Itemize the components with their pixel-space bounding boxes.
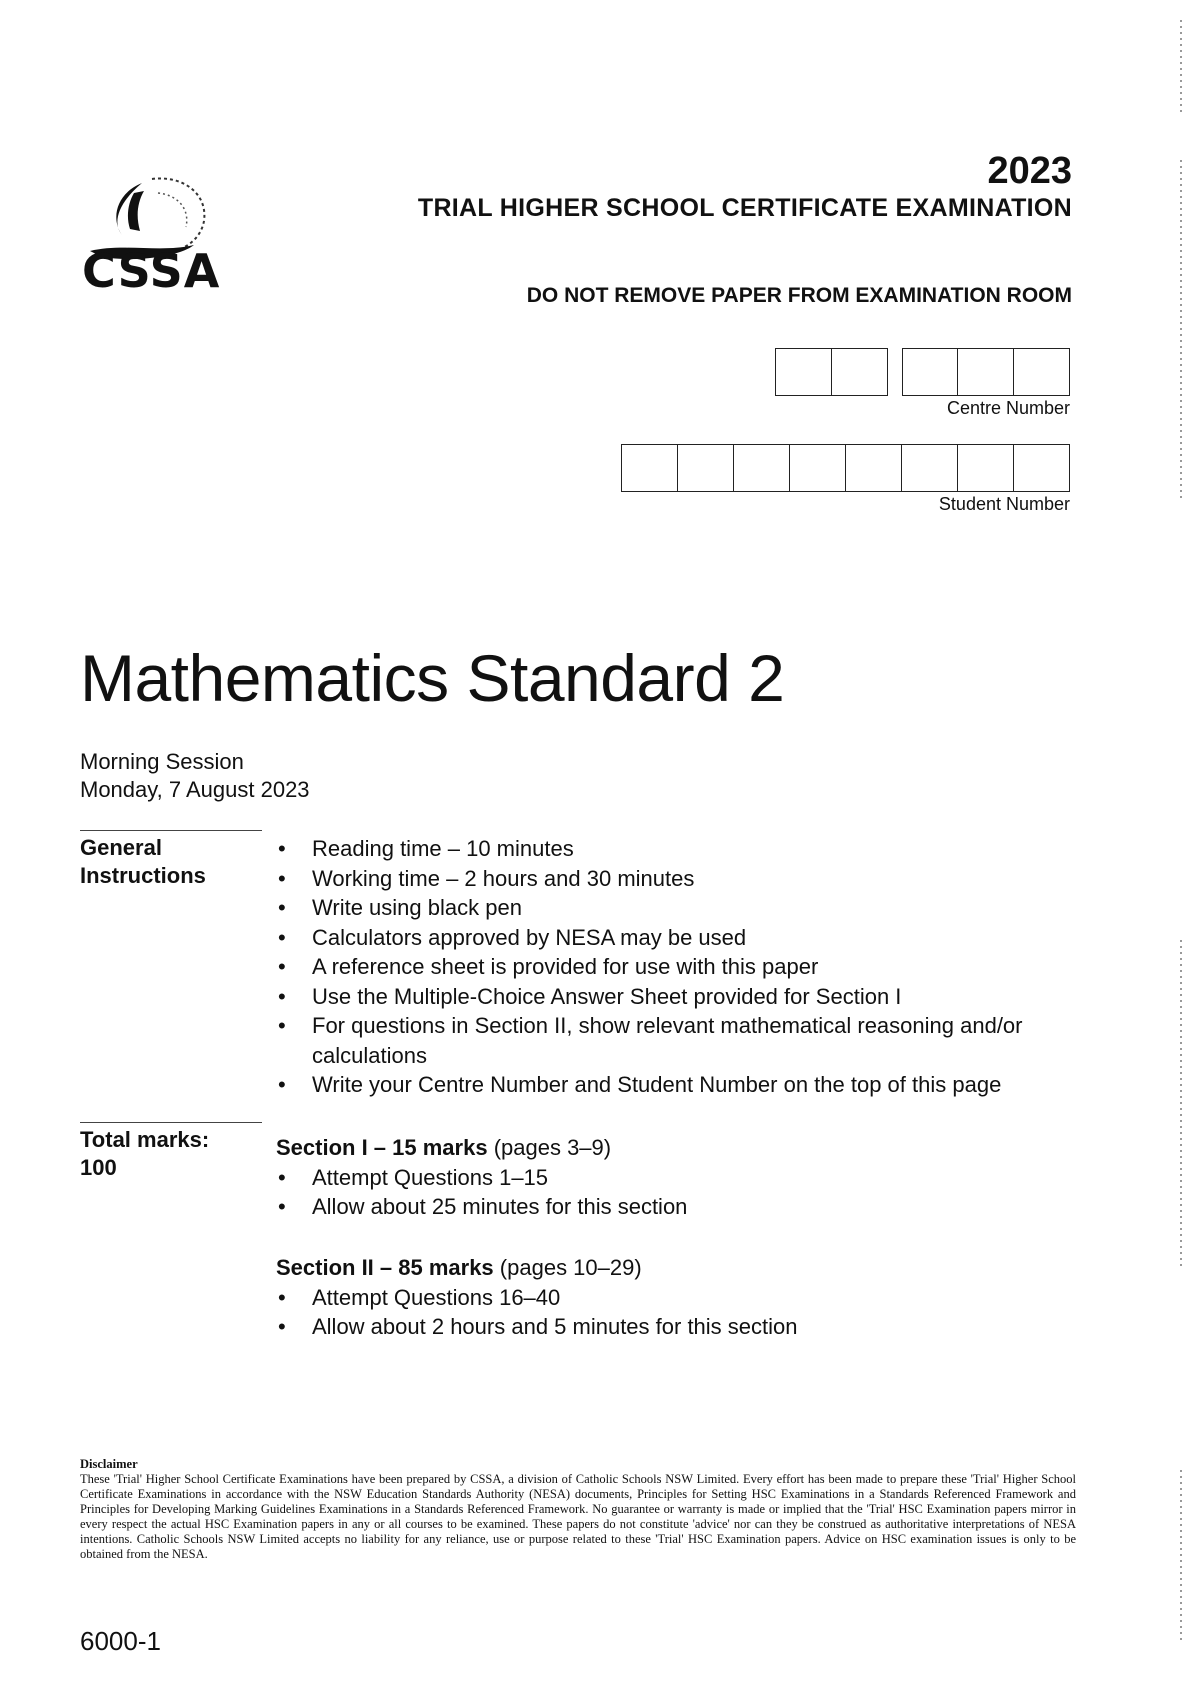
bullet-icon: • [278, 895, 286, 920]
section-instruction: Allow about 2 hours and 5 minutes for this section [312, 1314, 798, 1339]
student-number-label: Student Number [938, 494, 1070, 514]
student-digit-box[interactable] [902, 444, 958, 492]
divider [80, 1122, 262, 1123]
bullet-icon: • [278, 1314, 286, 1339]
session-name: Morning Session [80, 749, 244, 774]
logo-text: CSSA [82, 244, 221, 298]
section-title: Section II – 85 marks [276, 1255, 494, 1280]
bullet-icon: • [278, 924, 286, 950]
centre-digit-box[interactable] [832, 348, 888, 396]
section-pages: (pages 10–29) [499, 1255, 642, 1280]
instruction-text: For questions in Section II, show relevant mathematical reasoning and/or calculations [312, 1013, 1023, 1068]
bullet-icon: • [278, 1013, 286, 1038]
section-instruction: Allow about 25 minutes for this section [312, 1194, 688, 1219]
section-instruction: Attempt Questions 1–15 [312, 1164, 549, 1190]
paper-code: 6000-1 [80, 1626, 161, 1656]
section-heading [276, 1133, 1096, 1163]
session-info [80, 748, 310, 804]
list-item [276, 923, 1096, 953]
student-digit-box[interactable] [958, 444, 1014, 492]
student-digit-box[interactable] [678, 444, 734, 492]
disclaimer-title: Disclaimer [80, 1457, 138, 1471]
instruction-text: Write your Centre Number and Student Number on the top of this page [312, 1072, 1002, 1097]
centre-digit-box[interactable] [958, 348, 1014, 396]
exam-year: 2023 [987, 150, 1072, 192]
instruction-text: Working time – 2 hours and 30 minutes [312, 865, 695, 891]
section-title: Section I – 15 marks [276, 1135, 488, 1160]
student-digit-box[interactable] [790, 444, 846, 492]
student-number-boxes[interactable] [621, 444, 1070, 492]
total-marks-value: 100 [80, 1155, 117, 1180]
list-item [276, 1011, 1096, 1070]
student-digit-box[interactable] [734, 444, 790, 492]
session-date: Monday, 7 August 2023 [80, 777, 310, 802]
general-label-line: General [80, 835, 162, 860]
exam-title: TRIAL HIGHER SCHOOL CERTIFICATE EXAMINATION [417, 194, 1072, 222]
divider [80, 830, 262, 831]
list-item [276, 834, 1096, 864]
centre-digit-box[interactable] [902, 348, 958, 396]
bullet-icon: • [278, 1194, 286, 1219]
list-item [276, 952, 1096, 982]
disclaimer [80, 1457, 1076, 1562]
general-instructions-label [80, 834, 206, 890]
bullet-icon: • [278, 1284, 286, 1310]
centre-number-label: Centre Number [946, 398, 1070, 418]
list-item [276, 1192, 1096, 1222]
total-marks-text: Total marks: [80, 1127, 210, 1152]
scan-edge-mark [1180, 1470, 1182, 1640]
subject-title: Mathematics Standard 2 [80, 641, 785, 715]
bullet-icon: • [278, 1072, 286, 1097]
bullet-icon: • [278, 836, 286, 861]
section-2-info [276, 1253, 1096, 1342]
student-digit-box[interactable] [846, 444, 902, 492]
warning-notice: DO NOT REMOVE PAPER FROM EXAMINATION ROOM [526, 284, 1072, 307]
centre-digit-box[interactable] [1014, 348, 1070, 396]
section-instruction: Attempt Questions 16–40 [312, 1284, 561, 1310]
instruction-text: Write using black pen [312, 895, 522, 920]
list-item [276, 1312, 1096, 1342]
student-digit-box[interactable] [1014, 444, 1070, 492]
section-pages: (pages 3–9) [493, 1135, 612, 1160]
bullet-icon: • [278, 1164, 286, 1190]
bullet-icon: • [278, 954, 286, 979]
section-1-info [276, 1133, 1096, 1222]
total-marks-label [80, 1126, 209, 1182]
student-digit-box[interactable] [622, 444, 678, 492]
bullet-icon: • [278, 983, 286, 1009]
centre-digit-box[interactable] [776, 348, 832, 396]
bullet-icon: • [278, 865, 286, 891]
instruction-text: A reference sheet is provided for use with this paper [312, 954, 819, 979]
list-item [276, 982, 1096, 1012]
centre-number-boxes[interactable] [775, 348, 1070, 396]
general-label-line: Instructions [80, 863, 206, 888]
section-heading [276, 1253, 1096, 1283]
scan-edge-mark [1180, 940, 1182, 1270]
list-item [276, 1070, 1096, 1100]
general-instructions-list [276, 834, 1096, 1100]
list-item [276, 893, 1096, 923]
list-item [276, 1283, 1096, 1313]
scan-edge-mark [1180, 160, 1182, 500]
instruction-text: Calculators approved by NESA may be used [312, 924, 747, 950]
instruction-text: Reading time – 10 minutes [312, 836, 574, 861]
instruction-text: Use the Multiple-Choice Answer Sheet provided for Section I [312, 983, 902, 1009]
list-item [276, 1163, 1096, 1193]
disclaimer-text: These 'Trial' Higher School Certificate Examinations have been prepared by CSSA, a division of Catholic Schools NSW Limited. Every effort has been made to prepare these 'Trial' Higher School Certificate Examinations in accordance with the NSW Education Standards Authority (NESA) documents, Principles for Setting HSC Examinations in a Standards Referenced Framework and Principles for Developing Marking Guidelines Examinations in a Standards Referenced Framework. No guarantee or warranty is made or implied that the 'Trial' HSC Examination papers mirror in every respect the actual HSC Examination papers in any or all courses to be examined. These papers do not constitute 'advice' nor can they be construed as authoritative interpretations of NESA intentions. Catholic Schools NSW Limited accepts no liability for any reliance, use or purpose related to these 'Trial' HSC Examination papers. Advice on HSC examination issues is only to be obtained from the NESA. [80, 1472, 1076, 1561]
scan-edge-mark [1180, 20, 1182, 115]
list-item [276, 864, 1096, 894]
